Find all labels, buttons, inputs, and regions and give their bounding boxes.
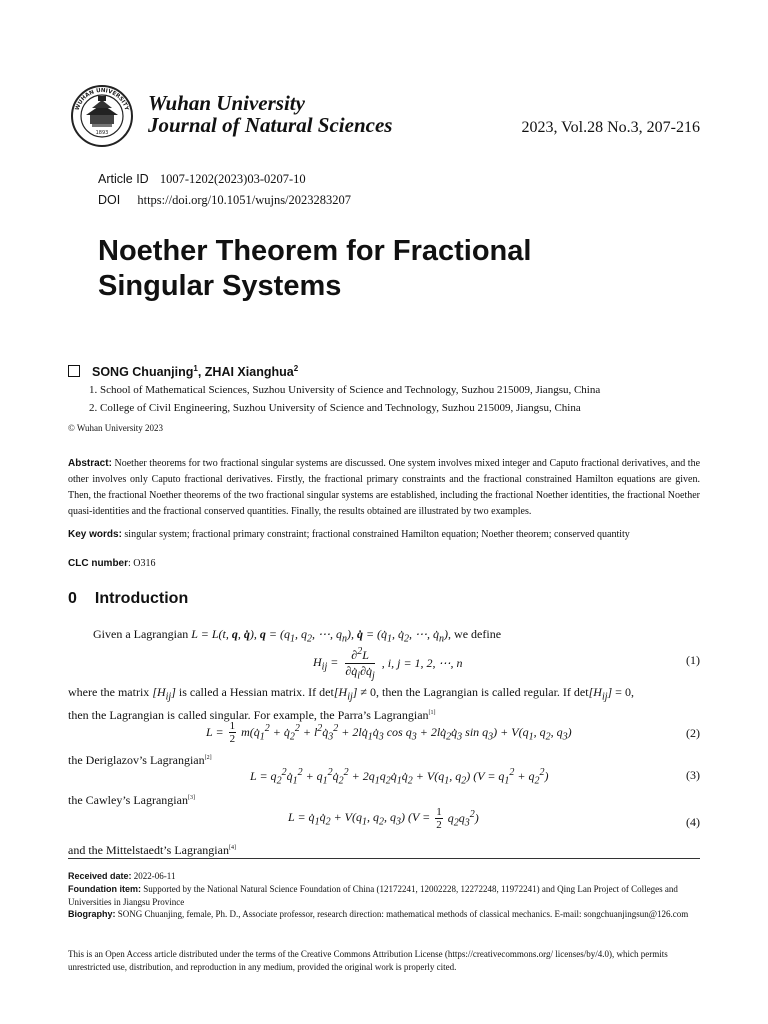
affiliation-2: 2. College of Civil Engineering, Suzhou University of Science and Technology, Suzhou 215009, Jiangsu, China: [89, 402, 581, 414]
copyright: © Wuhan University 2023: [68, 423, 164, 433]
hessian-text-c: ≠ 0, then the Lagrangian is called regular. If det: [360, 685, 589, 699]
we-define-text: , we define: [448, 627, 502, 641]
abstract-text: Noether theorems for two fractional singular systems are discussed. One system involves mixed integer and Caputo fractional derivatives, and the other involves only Caputo fractional derivatives. Firstly, the fractional primary constraints and the fractional constrained Hamilton equations are given. Then, the fractional Noether theorems of the two fractional singular systems are established, including the fractional Noether identities, the fractional Noether quasi-identities and the fractional conserved quantities. Finally, the results obtained are illustrated by two examples.: [68, 458, 701, 517]
equation-2-number: (2): [686, 726, 700, 740]
received-value: 2022-06-11: [133, 871, 176, 881]
university-logo-seal: [70, 84, 134, 148]
author-2: ZHAI Xianghua: [204, 365, 294, 380]
given-text: Given a Lagrangian: [93, 627, 189, 641]
mittelstaedt-text: and the Mittelstaedt’s Lagrangian: [68, 843, 229, 857]
clc-separator: :: [128, 558, 131, 569]
paper-title-line2: Singular Systems: [98, 270, 342, 302]
paper-title: [98, 234, 698, 304]
doi: [98, 193, 351, 208]
doi-link[interactable]: https://doi.org/10.1051/wujns/2023283207: [137, 193, 352, 207]
hessian-text-b: is called a Hessian matrix. If det: [178, 685, 334, 699]
article-id: [98, 172, 306, 187]
deriglazov-text: the Deriglazov’s Lagrangian: [68, 753, 205, 767]
citation-info: 2023, Vol.28 No.3, 207-216: [521, 119, 700, 136]
article-id-label: Article ID: [98, 172, 149, 186]
singular-text: then the Lagrangian is called singular. For example, the Parra’s Lagrangian: [68, 708, 429, 723]
abstract: [68, 456, 700, 520]
journal-name: [148, 92, 392, 136]
clc-number: [68, 558, 156, 569]
equation-1: $H_{ij}$ = $\frac{\partial^2L}{\partial q̇_i\partial q̇_j}$ , i, j = 1, 2, ⋯, n: [313, 646, 463, 682]
clc-value: O316: [133, 558, 156, 569]
paper-title-line1: Noether Theorem for Fractional: [98, 235, 532, 267]
ref-1[interactable]: [1]: [428, 710, 436, 717]
ref-2[interactable]: [2]: [204, 755, 212, 761]
equation-2: L = $\frac{1}{2}$ $m(q̇_1^2$ + $q̇_2^2$ + $l^2q̇_3^2$ + $2lq̇_1q̇_3$ $\cos q_3$ + $2lq̇_2q̇_3$ $\sin q_3) + V(q_1$, $q_2$, $q_3$): [206, 720, 572, 745]
foundation-item: [68, 883, 700, 908]
doi-label: DOI: [98, 193, 121, 207]
biography: [68, 908, 700, 921]
equation-4: $L = q̇_1q̇_2 + V(q_1$, $q_2$, $q_3$) (V = $\frac{1}{2}$ $q_2q_3^2$): [288, 806, 479, 831]
intro-paragraph-1: [93, 626, 703, 647]
hessian-matrix: $[H_{ij}]$: [152, 685, 176, 703]
abstract-label: Abstract:: [68, 458, 112, 469]
ref-4[interactable]: [4]: [228, 845, 236, 851]
keywords: [68, 528, 700, 542]
equation-1-range: i, j = 1, 2, ⋯, n: [387, 656, 463, 671]
keywords-text: singular system; fractional primary constraint; fractional constrained Hamilton equation; Noether theorem; conserved quantity: [124, 529, 630, 540]
svg-text:1893: 1893: [95, 130, 109, 136]
section-title: Introduction: [94, 590, 189, 607]
author-box-icon: [68, 365, 80, 377]
biography-label: Biography:: [68, 909, 116, 919]
lagrangian-definition: L = L(t, q, q̇), $q = (q_1$, $q_2$, ⋯, $q_n$), q̇ = ($q̇_1$, $q̇_2$, ⋯, $q̇_n$): [191, 627, 449, 645]
intro-paragraph-2: [68, 684, 700, 724]
received-date: [68, 870, 700, 883]
footnote-divider: [68, 858, 700, 859]
author-1-affil: 1: [193, 364, 198, 373]
foundation-label: Foundation item:: [68, 884, 141, 894]
ref-3[interactable]: [3]: [187, 795, 195, 801]
hessian-text-a: where the matrix: [68, 685, 150, 699]
equation-3: $L = q_2^2q̇_1^2$ + $q_1^2q̇_2^2$ + $2q_1q_2q̇_1q̇_2 + V(q_1$, $q_2$) $(V = q_1^2 + q_2^2)$: [250, 767, 549, 787]
affiliation-1: 1. School of Mathematical Sciences, Suzhou University of Science and Technology, Suzhou 215009, Jiangsu, China: [89, 384, 601, 396]
foundation-value: Supported by the National Natural Science Foundation of China (12172241, 12002228, 12272248, 11972241) and Qing Lan Project of Colleges and Universities in Jiangsu Province: [68, 884, 678, 907]
equation-3-number: (3): [686, 768, 700, 782]
journal-name-line2: Journal of Natural Sciences: [148, 113, 393, 137]
author-2-affil: 2: [293, 364, 299, 373]
journal-name-line1: Wuhan University: [148, 91, 305, 115]
mittelstaedt-line: [68, 840, 700, 859]
article-id-value: 1007-1202(2023)03-0207-10: [159, 172, 306, 186]
keywords-label: Key words:: [68, 529, 122, 540]
received-label: Received date:: [68, 871, 132, 881]
biography-value: SONG Chuanjing, female, Ph. D., Associate professor, research direction: mathematical methods of classical mechanics. E-mail: songchuanjingsun@126.com: [117, 909, 689, 919]
hessian-det-2: $[H_{ij}]$: [588, 685, 613, 703]
author-list: [68, 364, 298, 379]
hessian-det-1: $[H_{ij}]$: [333, 685, 358, 703]
clc-label: CLC number: [68, 558, 128, 569]
license-notice: This is an Open Access article distributed under the terms of the Creative Commons Attribution License (https://creativecommons.org/ licenses/by/4.0), which permits unrestricted use, distribution, and reproduction in any medium, provided the original work is properly cited.: [68, 949, 668, 972]
hessian-text-d: = 0,: [615, 685, 634, 699]
cawley-text: the Cawley’s Lagrangian: [68, 793, 188, 807]
equation-4-number: (4): [686, 815, 700, 829]
section-number: 0: [68, 590, 77, 607]
equation-1-number: (1): [686, 653, 700, 667]
author-1: SONG Chuanjing: [92, 365, 194, 380]
section-heading: [68, 590, 188, 608]
author-separator: ,: [197, 365, 205, 380]
svg-text:WUHAN UNIVERSITY: WUHAN UNIVERSITY: [74, 87, 130, 112]
